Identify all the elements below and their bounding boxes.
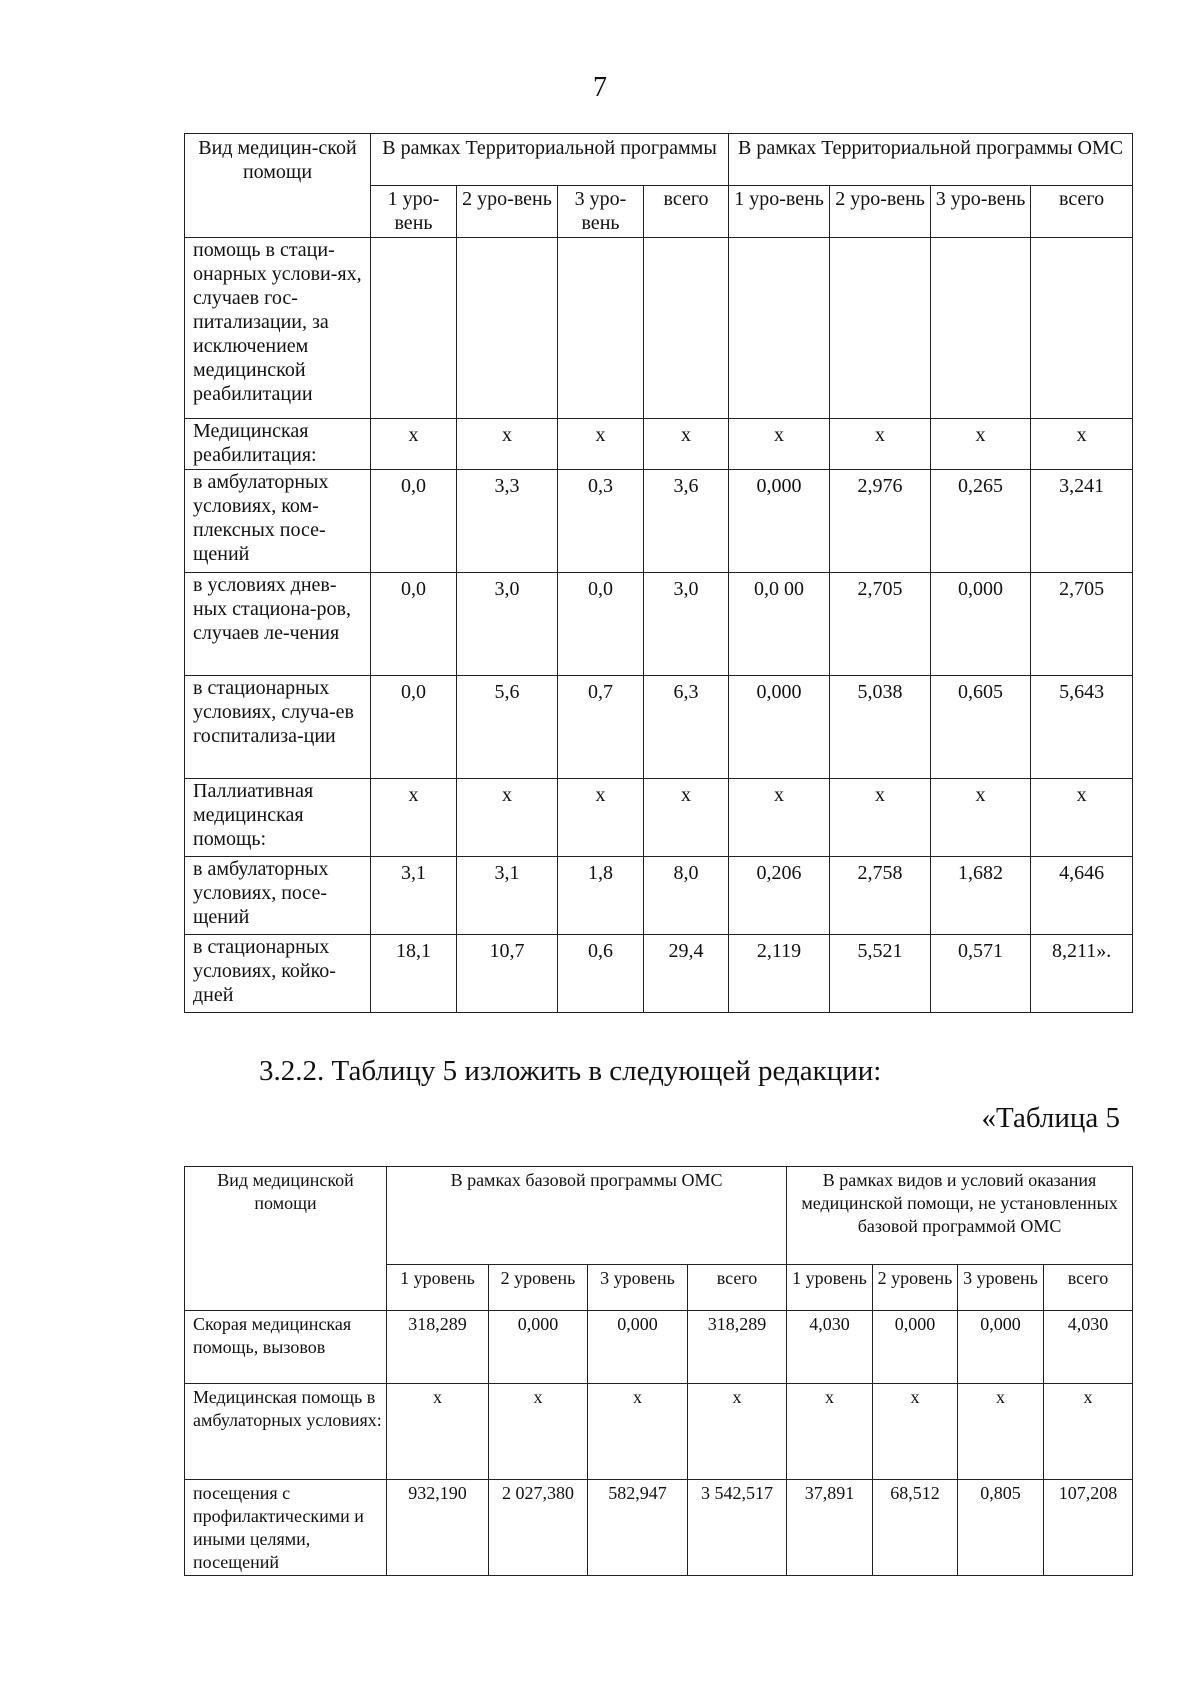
cell-value: 2 027,380	[489, 1480, 588, 1576]
cell-value: 0,0	[371, 573, 457, 676]
table-row	[185, 857, 1133, 935]
cell-value: 5,643	[1031, 676, 1133, 779]
cell-value: х	[588, 1384, 688, 1480]
table-row	[185, 470, 1133, 573]
table-caption: «Таблица 5	[981, 1102, 1120, 1134]
cell-value: х	[489, 1384, 588, 1480]
cell-value: 2,705	[1031, 573, 1133, 676]
row-label: в стационарных условиях, койко-дней	[185, 935, 371, 1013]
level-header: 1 уро-вень	[729, 186, 830, 238]
cell-value: х	[1031, 419, 1133, 470]
cell-value	[729, 238, 830, 419]
cell-value: х	[387, 1384, 489, 1480]
cell-value: 0,0	[371, 676, 457, 779]
row-label: помощь в стаци-онарных услови-ях, случаев гос-питализации, за исключением медицинской реабилитации	[185, 238, 371, 419]
cell-value: х	[457, 419, 558, 470]
row-label: в амбулаторных условиях, ком-плексных посе-щений	[185, 470, 371, 573]
cell-value: 0,206	[729, 857, 830, 935]
cell-value: 582,947	[588, 1480, 688, 1576]
group-header-outside-base-program: В рамках видов и условий оказания медицинской помощи, не установленных базовой программой ОМС	[787, 1167, 1133, 1265]
cell-value: 318,289	[387, 1311, 489, 1384]
cell-value: 0,571	[931, 935, 1031, 1013]
cell-value	[371, 238, 457, 419]
cell-value: 8,0	[644, 857, 729, 935]
cell-value: 932,190	[387, 1480, 489, 1576]
level-header: всего	[688, 1265, 787, 1311]
cell-value: 3,1	[457, 857, 558, 935]
cell-value: х	[688, 1384, 787, 1480]
cell-value: 0,3	[558, 470, 644, 573]
group-header-territorial-program-oms: В рамках Территориальной программы ОМС	[729, 134, 1133, 186]
level-header: 2 уро-вень	[457, 186, 558, 238]
cell-value	[644, 238, 729, 419]
cell-value: 0,000	[873, 1311, 958, 1384]
cell-value	[558, 238, 644, 419]
cell-value: 1,682	[931, 857, 1031, 935]
cell-value: х	[787, 1384, 873, 1480]
cell-value: х	[830, 779, 931, 857]
cell-value: 0,6	[558, 935, 644, 1013]
cell-value: 3,1	[371, 857, 457, 935]
row-label: Медицинская реабилитация:	[185, 419, 371, 470]
cell-value: х	[729, 419, 830, 470]
cell-value: х	[558, 779, 644, 857]
cell-value	[931, 238, 1031, 419]
cell-value: 2,758	[830, 857, 931, 935]
row-label: в условиях днев-ных стациона-ров, случаев ле-чения	[185, 573, 371, 676]
table-row	[185, 676, 1133, 779]
cell-value: х	[371, 419, 457, 470]
table-row	[185, 419, 1133, 470]
cell-value: 3,0	[644, 573, 729, 676]
cell-value: 4,646	[1031, 857, 1133, 935]
cell-value: 68,512	[873, 1480, 958, 1576]
cell-value: 0,000	[489, 1311, 588, 1384]
cell-value: х	[644, 779, 729, 857]
row-label: Скорая медицинская помощь, вызовов	[185, 1311, 387, 1384]
cell-value: 0,605	[931, 676, 1031, 779]
level-header: 3 уро-вень	[931, 186, 1031, 238]
table-row	[185, 238, 1133, 419]
row-label: в амбулаторных условиях, посе-щений	[185, 857, 371, 935]
cell-value: 4,030	[1044, 1311, 1133, 1384]
cell-value: 4,030	[787, 1311, 873, 1384]
cell-value: 0,7	[558, 676, 644, 779]
cell-value: 0,000	[931, 573, 1031, 676]
cell-value: 3,0	[457, 573, 558, 676]
cell-value: 0,805	[958, 1480, 1044, 1576]
cell-value: 0,0	[558, 573, 644, 676]
cell-value: 5,6	[457, 676, 558, 779]
cell-value: х	[644, 419, 729, 470]
cell-value: 0,0 00	[729, 573, 830, 676]
level-header: всего	[1031, 186, 1133, 238]
cell-value: 318,289	[688, 1311, 787, 1384]
level-header: 3 уровень	[588, 1265, 688, 1311]
column-header-care-type: Вид медицинской помощи	[185, 1167, 387, 1311]
cell-value: х	[457, 779, 558, 857]
row-label: Паллиативная медицинская помощь:	[185, 779, 371, 857]
level-header: 2 уро-вень	[830, 186, 931, 238]
cell-value: х	[729, 779, 830, 857]
cell-value: х	[873, 1384, 958, 1480]
cell-value: 5,038	[830, 676, 931, 779]
cell-value: 0,000	[729, 676, 830, 779]
table-5-base-program-oms	[184, 1166, 1133, 1576]
level-header: 2 уровень	[489, 1265, 588, 1311]
row-label: в стационарных условиях, случа-ев госпитализа-ции	[185, 676, 371, 779]
cell-value	[830, 238, 931, 419]
cell-value: 0,000	[958, 1311, 1044, 1384]
cell-value: 2,705	[830, 573, 931, 676]
column-header-care-type: Вид медицин-ской помощи	[185, 134, 371, 238]
group-header-territorial-program: В рамках Территориальной программы	[371, 134, 729, 186]
cell-value: х	[830, 419, 931, 470]
level-header: 1 уро-вень	[371, 186, 457, 238]
cell-value	[457, 238, 558, 419]
table-row	[185, 779, 1133, 857]
cell-value: 3,241	[1031, 470, 1133, 573]
cell-value: 8,211».	[1031, 935, 1133, 1013]
table-row	[185, 935, 1133, 1013]
cell-value: х	[958, 1384, 1044, 1480]
cell-value: 107,208	[1044, 1480, 1133, 1576]
cell-value: 5,521	[830, 935, 931, 1013]
level-header: 1 уровень	[387, 1265, 489, 1311]
cell-value: 0,000	[588, 1311, 688, 1384]
cell-value: 18,1	[371, 935, 457, 1013]
level-header: 3 уро-вень	[558, 186, 644, 238]
cell-value	[1031, 238, 1133, 419]
cell-value: х	[1031, 779, 1133, 857]
level-header: всего	[1044, 1265, 1133, 1311]
table-row	[185, 1480, 1133, 1576]
cell-value: 29,4	[644, 935, 729, 1013]
cell-value: 37,891	[787, 1480, 873, 1576]
row-label: посещения с профилактическими и иными целями, посещений	[185, 1480, 387, 1576]
cell-value: 6,3	[644, 676, 729, 779]
amendment-paragraph: 3.2.2. Таблицу 5 изложить в следующей редакции:	[259, 1055, 882, 1087]
cell-value: 2,976	[830, 470, 931, 573]
cell-value: х	[558, 419, 644, 470]
group-header-base-program-oms: В рамках базовой программы ОМС	[387, 1167, 787, 1265]
cell-value: х	[931, 779, 1031, 857]
table-row	[185, 1384, 1133, 1480]
cell-value: 3,3	[457, 470, 558, 573]
cell-value: 10,7	[457, 935, 558, 1013]
level-header: 3 уровень	[958, 1265, 1044, 1311]
cell-value: 0,000	[729, 470, 830, 573]
table-row	[185, 573, 1133, 676]
level-header: 2 уровень	[873, 1265, 958, 1311]
cell-value: х	[371, 779, 457, 857]
cell-value: х	[931, 419, 1031, 470]
cell-value: 3,6	[644, 470, 729, 573]
cell-value: х	[1044, 1384, 1133, 1480]
table-row	[185, 1311, 1133, 1384]
page-number: 7	[593, 72, 607, 103]
level-header: 1 уровень	[787, 1265, 873, 1311]
cell-value: 3 542,517	[688, 1480, 787, 1576]
cell-value: 1,8	[558, 857, 644, 935]
table-levels-territorial-program	[184, 133, 1133, 1013]
row-label: Медицинская помощь в амбулаторных условиях:	[185, 1384, 387, 1480]
cell-value: 2,119	[729, 935, 830, 1013]
level-header: всего	[644, 186, 729, 238]
cell-value: 0,0	[371, 470, 457, 573]
cell-value: 0,265	[931, 470, 1031, 573]
